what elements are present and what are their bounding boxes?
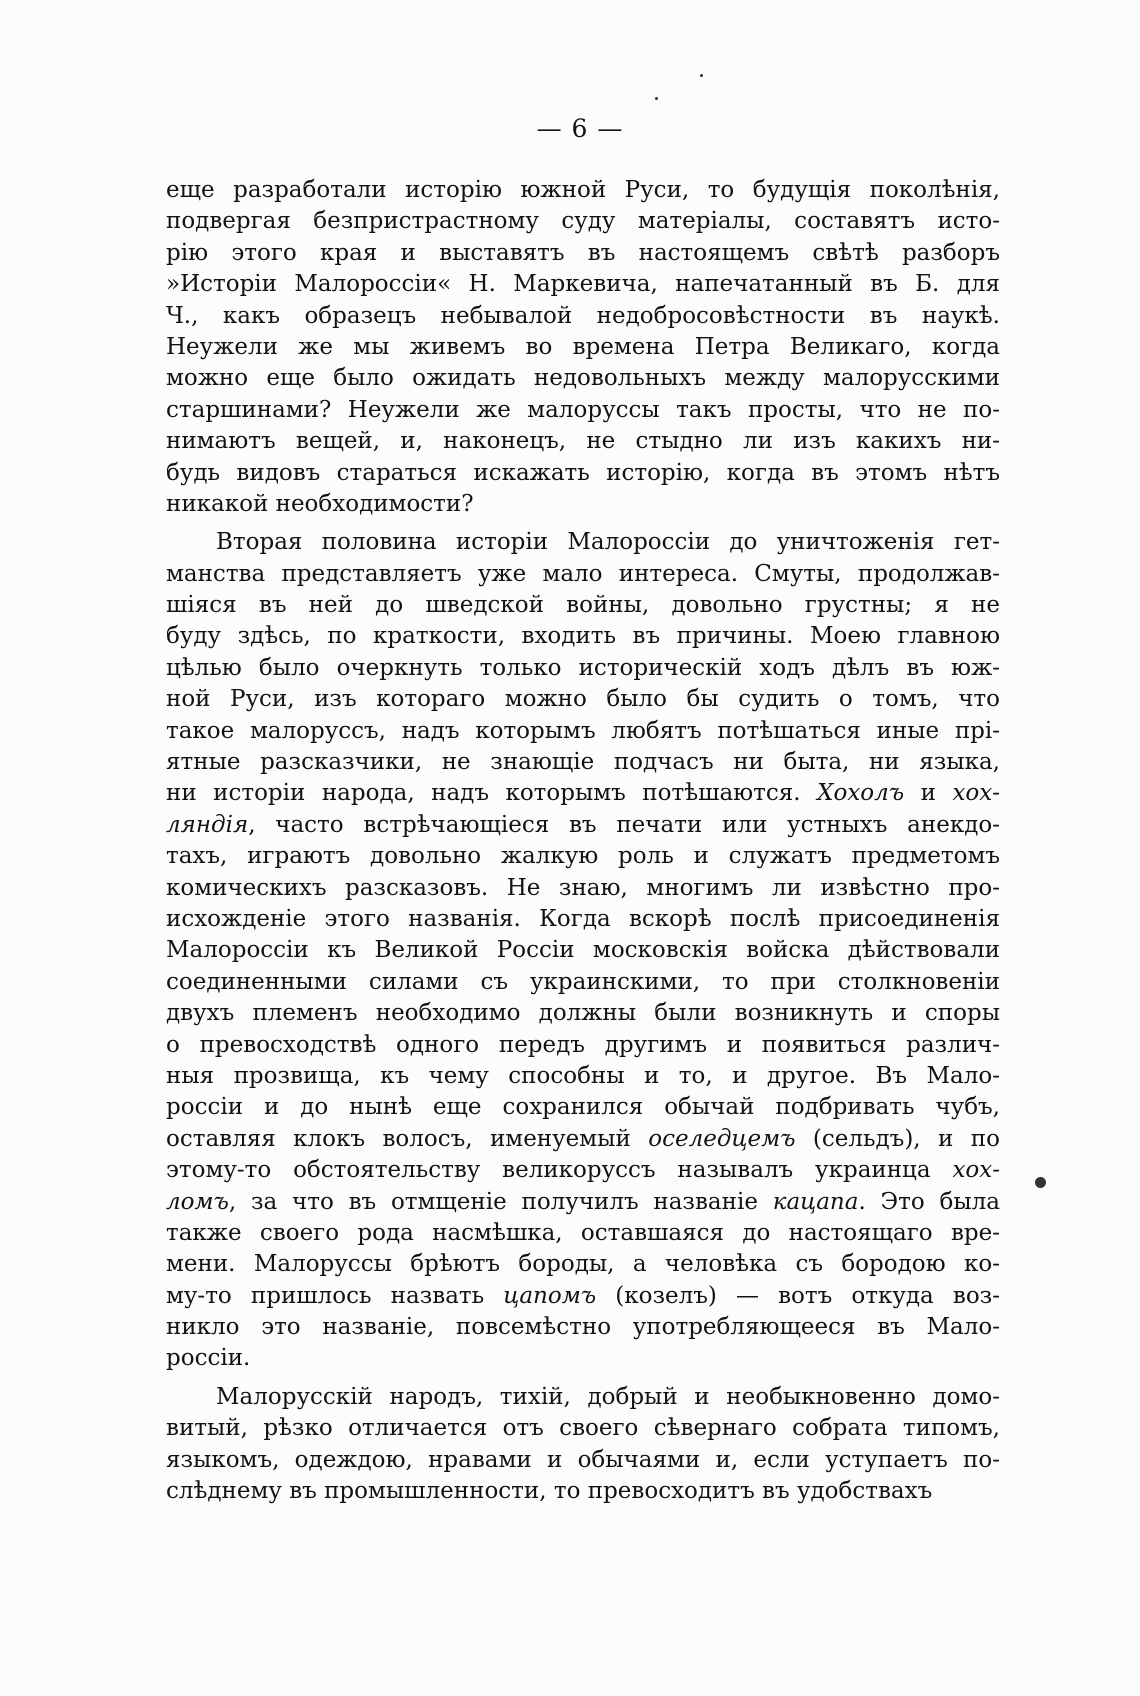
text-run: Вторая половина исторіи Малороссіи до уничтоженія гет- bbox=[216, 529, 1000, 556]
text-line bbox=[166, 559, 1000, 590]
text-line bbox=[166, 621, 1000, 652]
text-line bbox=[166, 590, 1000, 621]
text-run: о превосходствѣ одного передъ другимъ и появиться различ- bbox=[166, 1031, 1000, 1058]
text-line bbox=[166, 1218, 1000, 1249]
text-line bbox=[166, 238, 1000, 269]
text-line bbox=[166, 653, 1000, 684]
text-line bbox=[166, 841, 1000, 872]
text-run: россіи. bbox=[166, 1345, 251, 1372]
text-line bbox=[166, 716, 1000, 747]
text-line bbox=[166, 1343, 1000, 1374]
text-line bbox=[166, 363, 1000, 394]
text-run: никло это названіе, повсемѣстно употребляющееся въ Мало- bbox=[166, 1314, 1000, 1341]
text-line bbox=[166, 998, 1000, 1029]
text-run: и bbox=[904, 780, 953, 807]
text-run: такое малоруссъ, надъ которымъ любятъ потѣшаться иные прі- bbox=[166, 717, 1000, 744]
text-run: (козелъ) — вотъ откуда воз- bbox=[596, 1282, 1000, 1309]
text-line bbox=[166, 175, 1000, 206]
text-line bbox=[166, 1030, 1000, 1061]
text-line bbox=[166, 1476, 1000, 1507]
italic-term: кацапа bbox=[772, 1188, 859, 1215]
text-line bbox=[166, 1092, 1000, 1123]
text-run: мени. Малоруссы брѣютъ бороды, а человѣка съ бородою ко- bbox=[166, 1251, 1000, 1278]
text-run: старшинами? Неужели же малоруссы такъ просты, что не по- bbox=[166, 396, 1000, 423]
text-line bbox=[166, 1249, 1000, 1280]
text-run: ныя прозвища, къ чему способны и то, и другое. Въ Мало- bbox=[166, 1062, 1000, 1089]
ink-speck bbox=[1035, 1177, 1046, 1188]
text-line bbox=[166, 778, 1000, 809]
text-run: . Это была bbox=[858, 1188, 1000, 1215]
text-line bbox=[166, 332, 1000, 363]
paragraph bbox=[166, 527, 1000, 1375]
ink-speck bbox=[655, 97, 658, 100]
text-run: россіи и до нынѣ еще сохранился обычай подбривать чубъ, bbox=[166, 1094, 1000, 1121]
italic-term: хох- bbox=[952, 1157, 1000, 1184]
italic-term: Хохолъ bbox=[817, 780, 905, 807]
text-line bbox=[166, 904, 1000, 935]
text-line bbox=[166, 527, 1000, 558]
text-run: исхожденіе этого названія. Когда вскорѣ послѣ присоединенія bbox=[166, 905, 1000, 932]
paragraph bbox=[166, 175, 1000, 520]
paragraph bbox=[166, 1382, 1000, 1508]
text-run: »Исторіи Малороссіи« Н. Маркевича, напечатанный въ Б. для bbox=[166, 271, 1000, 298]
italic-term: оселедцемъ bbox=[648, 1125, 796, 1152]
text-run: , часто встрѣчающіеся въ печати или устныхъ анекдо- bbox=[248, 811, 1000, 838]
text-run: соединенными силами съ украинскими, то при столкновеніи bbox=[166, 968, 1000, 995]
text-run: также своего рода насмѣшка, оставшаяся до настоящаго вре- bbox=[166, 1219, 1000, 1246]
text-run: двухъ племенъ необходимо должны были возникнуть и споры bbox=[166, 1000, 1000, 1027]
italic-term: цапомъ bbox=[503, 1282, 597, 1309]
italic-term: хох- bbox=[952, 780, 1001, 807]
text-run: му-то пришлось назвать bbox=[166, 1282, 504, 1309]
text-run: ятные разсказчики, не знающіе подчасъ ни быта, ни языка, bbox=[166, 749, 1000, 776]
text-line bbox=[166, 269, 1000, 300]
text-run: шіяся въ ней до шведской войны, довольно грустны; я не bbox=[166, 592, 1000, 619]
text-run: ни исторіи народа, надъ которымъ потѣшаются. bbox=[166, 780, 818, 807]
text-run: можно еще было ожидать недовольныхъ между малорусскими bbox=[166, 365, 1000, 392]
text-line bbox=[166, 1445, 1000, 1476]
text-run: слѣднему въ промышленности, то превосходитъ въ удобствахъ bbox=[166, 1478, 933, 1505]
text-line bbox=[166, 1413, 1000, 1444]
text-line bbox=[166, 1281, 1000, 1312]
text-line bbox=[166, 810, 1000, 841]
paragraph-gap bbox=[166, 1375, 1000, 1382]
text-run: ной Руси, изъ котораго можно было бы судить о томъ, что bbox=[166, 686, 1000, 713]
text-line bbox=[166, 1155, 1000, 1186]
text-run: этому-то обстоятельству великоруссъ называлъ украинца bbox=[166, 1157, 953, 1184]
text-run: (сельдъ), и по bbox=[795, 1125, 1000, 1152]
text-run: буду здѣсь, по краткости, входить въ причины. Моею главною bbox=[166, 623, 1000, 650]
page-number: — 6 — bbox=[536, 114, 624, 143]
text-run: тахъ, играютъ довольно жалкую роль и служатъ предметомъ bbox=[166, 843, 1000, 870]
body-text bbox=[166, 175, 1000, 1507]
text-line bbox=[166, 1382, 1000, 1413]
text-run: Малорусскій народъ, тихій, добрый и необыкновенно домо- bbox=[216, 1383, 1000, 1410]
ink-speck bbox=[700, 74, 703, 77]
text-line bbox=[166, 206, 1000, 237]
text-run: оставляя клокъ волосъ, именуемый bbox=[166, 1125, 649, 1152]
text-line bbox=[166, 873, 1000, 904]
text-line bbox=[166, 967, 1000, 998]
text-run: Малороссіи къ Великой Россіи московскія войска дѣйствовали bbox=[166, 937, 1000, 964]
text-run: Неужели же мы живемъ во времена Петра Великаго, когда bbox=[166, 333, 1000, 360]
text-run: рію этого края и выставятъ въ настоящемъ свѣтѣ разборъ bbox=[166, 239, 1000, 266]
text-line bbox=[166, 489, 1000, 520]
text-line bbox=[166, 395, 1000, 426]
text-line bbox=[166, 935, 1000, 966]
text-line bbox=[166, 1124, 1000, 1155]
text-run: Ч., какъ образецъ небывалой недобросовѣстности въ наукѣ. bbox=[166, 302, 1000, 329]
text-run: нимаютъ вещей, и, наконецъ, не стыдно ли изъ какихъ ни- bbox=[166, 428, 1000, 455]
text-line bbox=[166, 1312, 1000, 1343]
text-run: никакой необходимости? bbox=[166, 490, 474, 517]
text-run: еще разработали исторію южной Руси, то будущія поколѣнія, bbox=[166, 177, 1000, 203]
text-run: , за что въ отмщеніе получилъ названіе bbox=[228, 1188, 773, 1215]
text-run: подвергая безпристрастному суду матеріалы, составятъ исто- bbox=[166, 208, 1000, 235]
text-line bbox=[166, 458, 1000, 489]
text-line bbox=[166, 684, 1000, 715]
text-run: языкомъ, одеждою, нравами и обычаями и, если уступаетъ по- bbox=[166, 1446, 1000, 1473]
text-run: будь видовъ стараться искажать исторію, когда въ этомъ нѣтъ bbox=[166, 459, 1000, 486]
text-line bbox=[166, 1061, 1000, 1092]
italic-term: ляндія bbox=[166, 811, 249, 838]
text-run: комическихъ разсказовъ. Не знаю, многимъ ли извѣстно про- bbox=[166, 874, 1000, 901]
text-line bbox=[166, 1187, 1000, 1218]
text-run: цѣлью было очеркнуть только историческій ходъ дѣлъ въ юж- bbox=[166, 654, 1000, 681]
text-line bbox=[166, 301, 1000, 332]
text-run: витый, рѣзко отличается отъ своего сѣвернаго собрата типомъ, bbox=[166, 1415, 1000, 1442]
paragraph-gap bbox=[166, 520, 1000, 527]
text-line bbox=[166, 747, 1000, 778]
text-run: манства представляетъ уже мало интереса. Смуты, продолжав- bbox=[166, 560, 1000, 587]
italic-term: ломъ bbox=[166, 1188, 229, 1215]
text-line bbox=[166, 426, 1000, 457]
